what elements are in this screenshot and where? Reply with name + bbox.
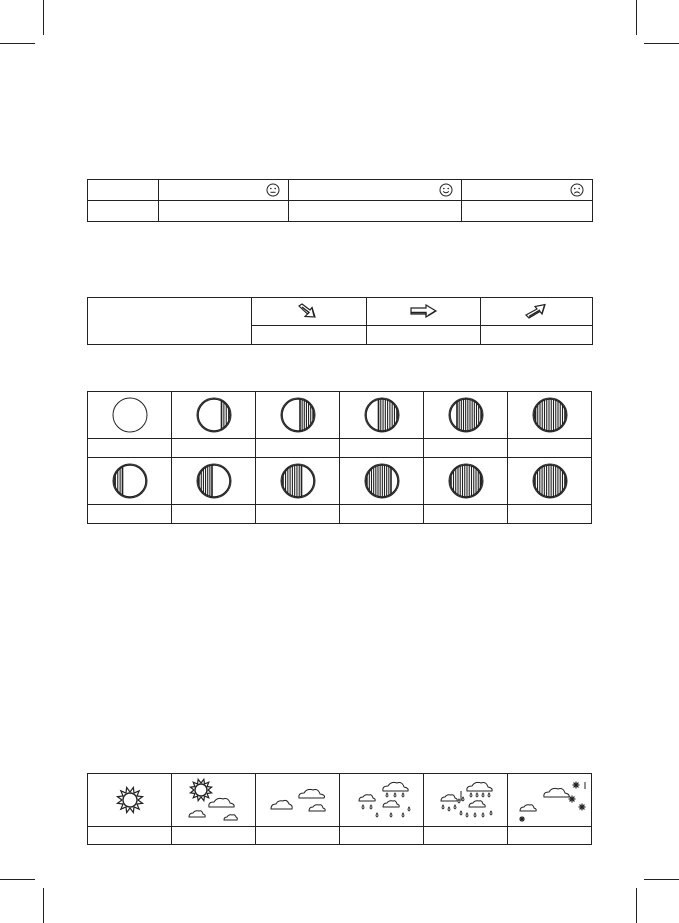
table-cell <box>508 439 592 458</box>
trend-table <box>87 297 593 345</box>
table-cell <box>340 439 424 458</box>
smiley-face-icon <box>439 183 453 197</box>
table-cell <box>256 774 340 827</box>
table-cell <box>88 392 172 439</box>
cloudy-icon <box>263 780 333 820</box>
moon-phase-icon <box>110 395 150 435</box>
table-cell <box>481 325 593 344</box>
table-cell <box>424 774 508 827</box>
crop-mark <box>636 0 637 35</box>
crop-mark <box>636 888 637 923</box>
table-cell <box>88 774 172 827</box>
moon-phase-icon <box>194 461 234 501</box>
table-cell <box>481 298 593 326</box>
table-cell <box>172 774 256 827</box>
table-cell <box>88 298 252 345</box>
weather-icon-table <box>87 773 592 845</box>
partly-cloudy-icon <box>179 777 249 823</box>
table-cell <box>508 774 592 827</box>
moon-phase-icon <box>530 461 570 501</box>
table-cell <box>462 201 593 222</box>
rain-icon <box>347 777 417 823</box>
table-cell <box>159 180 289 201</box>
comfort-table <box>87 179 593 222</box>
moon-phase-icon <box>110 461 150 501</box>
table-cell <box>88 827 172 845</box>
table-cell <box>340 458 424 505</box>
crop-mark <box>43 0 44 35</box>
table-cell <box>88 201 159 222</box>
sunny-icon <box>110 780 150 820</box>
table-row <box>88 458 592 505</box>
moon-phase-icon <box>446 461 486 501</box>
table-cell <box>88 458 172 505</box>
table-cell <box>172 392 256 439</box>
heavy-rain-icon <box>431 777 501 823</box>
crop-mark <box>644 43 679 44</box>
table-row <box>88 180 593 201</box>
crop-mark <box>43 888 44 923</box>
table-cell <box>424 505 508 524</box>
table-cell <box>424 392 508 439</box>
crop-mark <box>0 43 35 44</box>
table-cell <box>172 458 256 505</box>
table-cell <box>508 458 592 505</box>
table-cell <box>508 827 592 845</box>
sad-face-icon <box>570 183 584 197</box>
table-row <box>88 298 593 326</box>
table-cell <box>88 505 172 524</box>
table-cell <box>256 458 340 505</box>
table-cell <box>252 298 367 326</box>
table-cell <box>508 392 592 439</box>
table-row <box>88 201 593 222</box>
crop-mark <box>644 879 679 880</box>
table-cell <box>159 201 289 222</box>
table-cell <box>289 201 462 222</box>
table-cell <box>172 439 256 458</box>
moon-phase-icon <box>194 395 234 435</box>
table-cell <box>256 827 340 845</box>
moon-phase-icon <box>362 395 402 435</box>
table-cell <box>340 505 424 524</box>
table-cell <box>256 392 340 439</box>
table-cell <box>340 774 424 827</box>
table-cell <box>340 827 424 845</box>
moon-phase-icon <box>530 395 570 435</box>
moon-phase-icon <box>362 461 402 501</box>
arrow-right-icon <box>410 304 438 318</box>
table-row <box>88 439 592 458</box>
arrow-up-right-icon <box>524 303 550 319</box>
table-row <box>88 827 592 845</box>
table-cell <box>88 439 172 458</box>
snow-icon <box>512 777 588 823</box>
table-cell <box>424 439 508 458</box>
table-row <box>88 505 592 524</box>
table-cell <box>172 827 256 845</box>
table-cell <box>367 325 481 344</box>
table-cell <box>367 298 481 326</box>
neutral-face-icon <box>266 183 280 197</box>
table-cell <box>340 392 424 439</box>
table-row <box>88 392 592 439</box>
moon-phase-table <box>87 391 592 524</box>
table-cell <box>252 325 367 344</box>
table-row <box>88 774 592 827</box>
table-cell <box>256 439 340 458</box>
table-cell <box>424 458 508 505</box>
table-cell <box>256 505 340 524</box>
table-cell <box>462 180 593 201</box>
crop-mark <box>0 879 35 880</box>
moon-phase-icon <box>446 395 486 435</box>
table-cell <box>289 180 462 201</box>
table-cell <box>88 180 159 201</box>
table-cell <box>172 505 256 524</box>
moon-phase-icon <box>278 461 318 501</box>
arrow-down-right-icon <box>297 303 321 319</box>
moon-phase-icon <box>278 395 318 435</box>
table-cell <box>508 505 592 524</box>
table-cell <box>424 827 508 845</box>
